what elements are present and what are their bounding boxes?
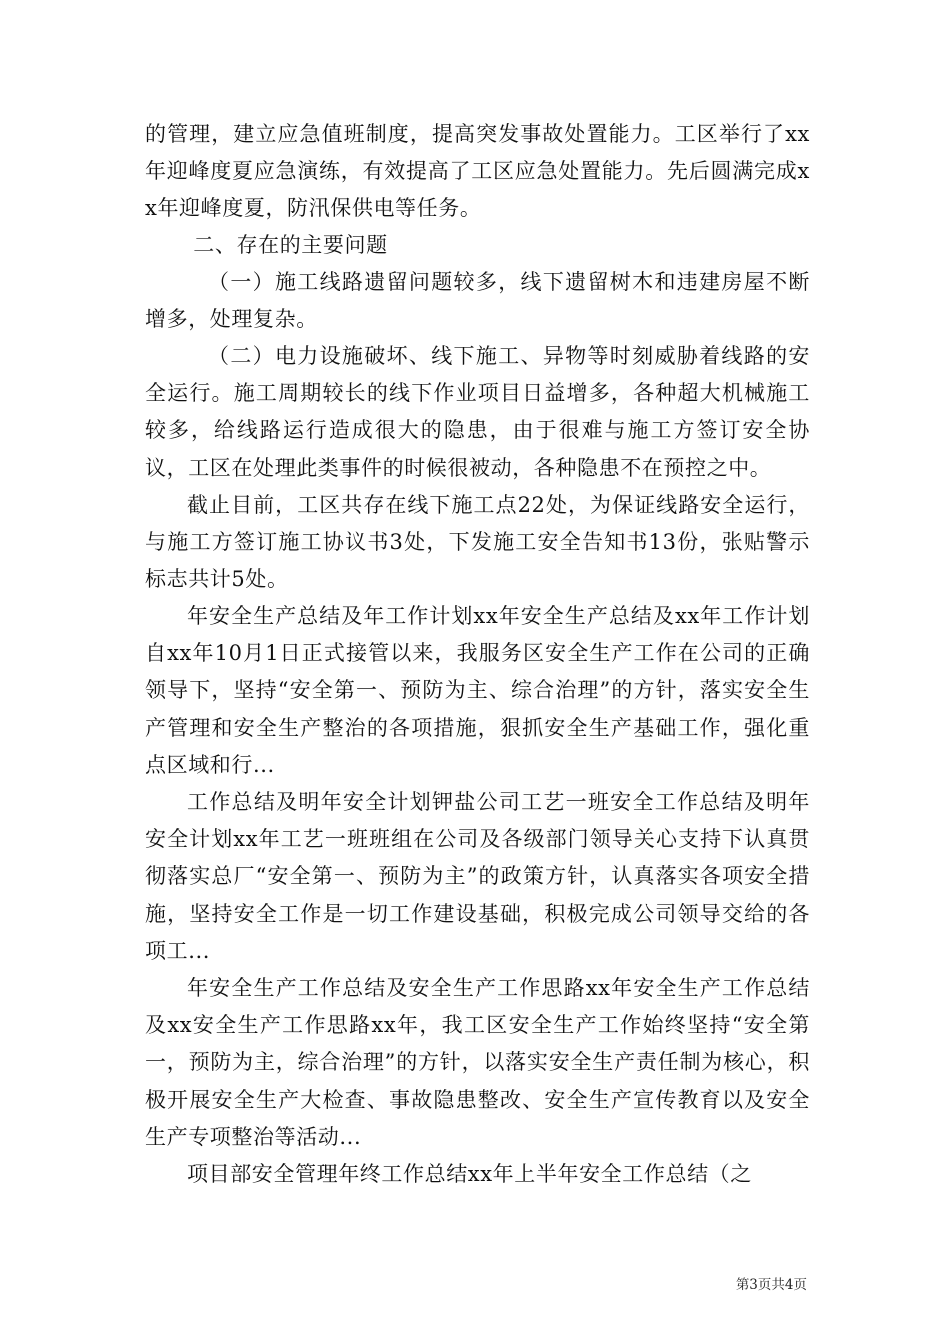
paragraph-summary-1: 年安全生产总结及年工作计划xx年安全生产总结及xx年工作计划自xx年10月1日正式接管以来，我服务区安全生产工作在公司的正确领导下，坚持“安全第一、预防为主、综合治理”的方针，落实安全生产管理和安全生产整治的各项措施，狠抓安全生产基础工作，强化重点区域和行... bbox=[145, 604, 810, 777]
paragraph-problem-1: （一）施工线路遗留问题较多，线下遗留树木和违建房屋不断增多，处理复杂。 bbox=[145, 270, 810, 332]
section-heading-problems: 二、存在的主要问题 bbox=[193, 233, 388, 257]
paragraph-summary-4: 项目部安全管理年终工作总结xx年上半年安全工作总结（之 bbox=[187, 1162, 752, 1186]
paragraph-continuation: 的管理，建立应急值班制度，提高突发事故处置能力。工区举行了xx年迎峰度夏应急演练，有效提高了工区应急处置能力。先后圆满完成xx年迎峰度夏，防汛保供电等任务。 bbox=[145, 122, 810, 221]
paragraph-construction-points: 截止目前，工区共存在线下施工点22处，为保证线路安全运行，与施工方签订施工协议书3处，下发施工安全告知书13份，张贴警示标志共计5处。 bbox=[145, 493, 810, 592]
paragraph-summary-2: 工作总结及明年安全计划钾盐公司工艺一班安全工作总结及明年安全计划xx年工艺一班班组在公司及各级部门领导关心支持下认真贯彻落实总厂“安全第一、预防为主”的政策方针，认真落实各项安全措施，坚持安全工作是一切工作建设基础，积极完成公司领导交给的各项工... bbox=[145, 790, 810, 963]
paragraph-summary-3: 年安全生产工作总结及安全生产工作思路xx年安全生产工作总结及xx安全生产工作思路xx年，我工区安全生产工作始终坚持“安全第一，预防为主，综合治理”的方针，以落实安全生产责任制为核心，积极开展安全生产大检查、事故隐患整改、安全生产宣传教育以及安全生产专项整治等活动... bbox=[145, 976, 810, 1149]
page-number-footer: 第3页共4页 bbox=[735, 1277, 807, 1293]
paragraph-problem-2: （二）电力设施破坏、线下施工、异物等时刻威胁着线路的安全运行。施工周期较长的线下作业项目日益增多，各种超大机械施工较多，给线路运行造成很大的隐患，由于很难与施工方签订安全协议，工区在处理此类事件的时候很被动，各种隐患不在预控之中。 bbox=[145, 344, 810, 480]
